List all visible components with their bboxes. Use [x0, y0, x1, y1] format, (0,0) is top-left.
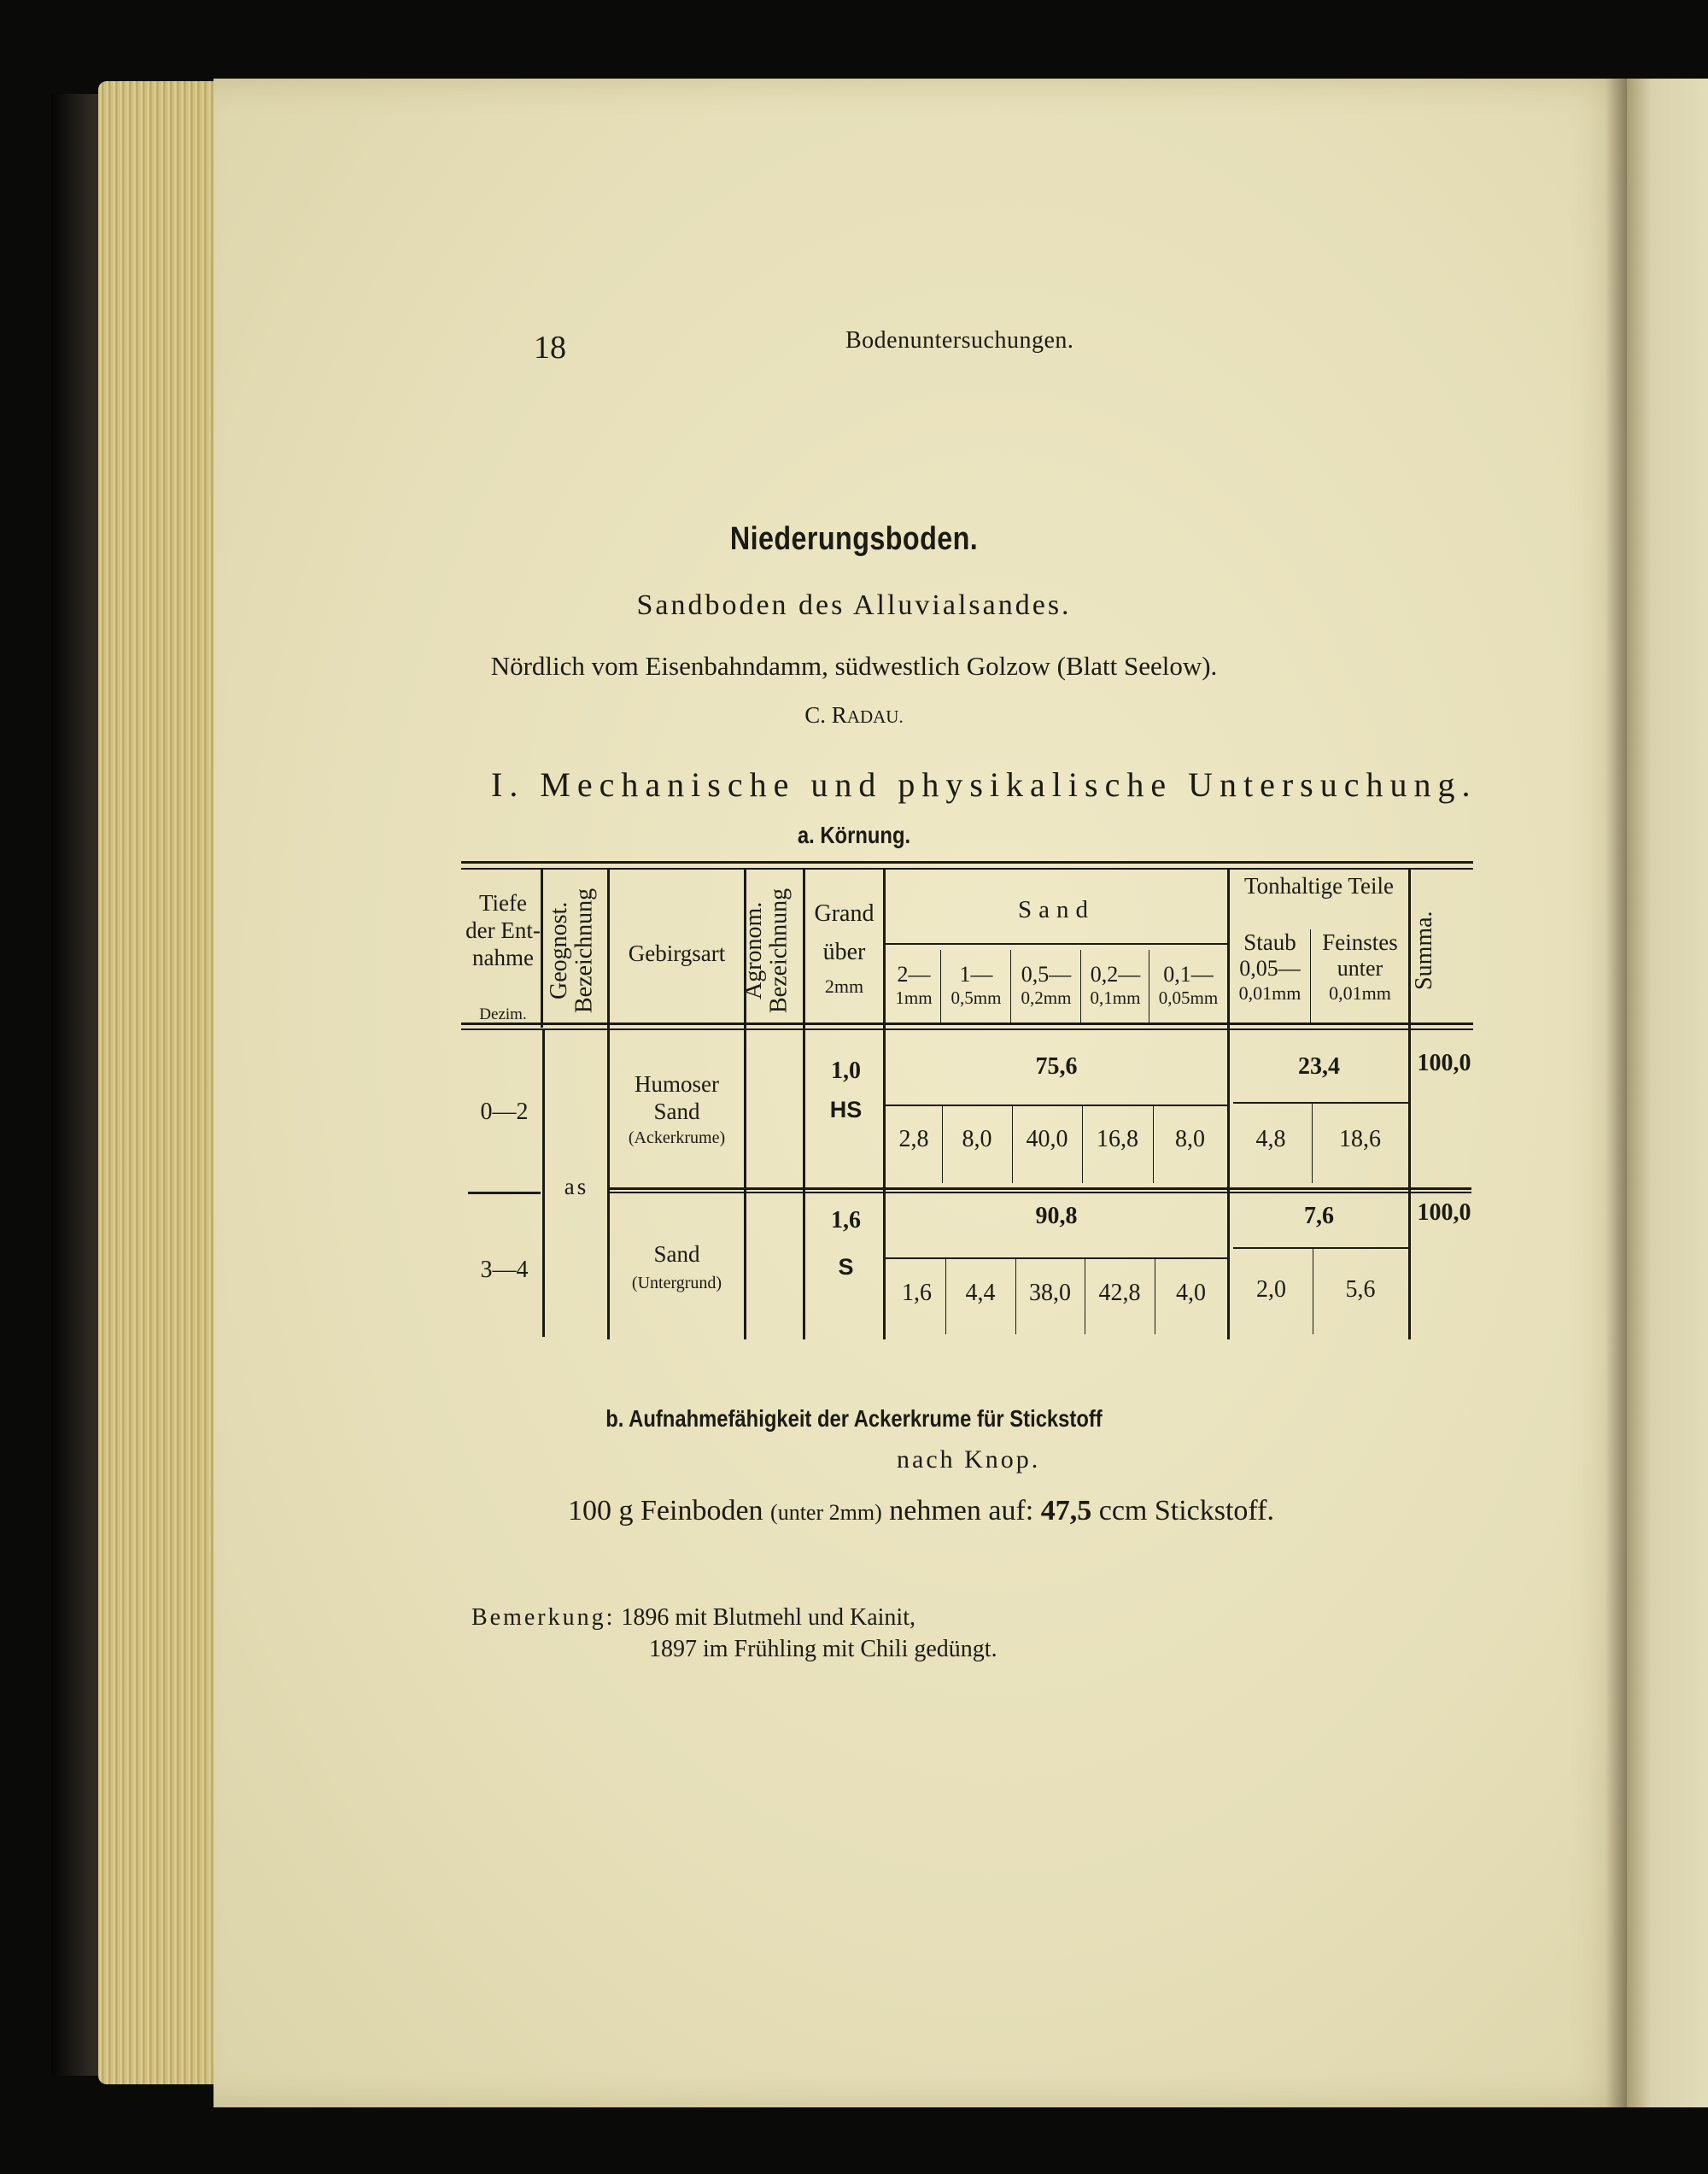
- remark-text-1: 1896 mit Blutmehl und Kainit,: [621, 1604, 915, 1631]
- table-top-rule: [461, 861, 1473, 864]
- header-feinstes: Feinstes: [1322, 929, 1398, 955]
- sand-col-unit: 0,2mm: [1021, 987, 1072, 1008]
- sand-col-unit: 0,05mm: [1158, 987, 1219, 1008]
- row-feinstes: 5,6: [1345, 1276, 1376, 1303]
- row-summa: 100,0: [1417, 1199, 1471, 1226]
- remark-line-2: 1897 im Frühling mit Chili gedüngt.: [649, 1636, 997, 1662]
- remark-label: Bemerkung:: [471, 1604, 616, 1631]
- row-divider-left: [468, 1192, 541, 1194]
- row-sand-value: 8,0: [1175, 1126, 1205, 1152]
- header-bottom-rule: [461, 1023, 1473, 1025]
- sand-col-range: 0,5—: [1021, 962, 1072, 987]
- header-summa: Summa.: [1411, 911, 1437, 990]
- header-bottom-rule-inner: [461, 1028, 1473, 1030]
- statement-value: 47,5: [1040, 1495, 1092, 1526]
- statement-part3: nehmen auf:: [889, 1495, 1034, 1526]
- page-edges: [98, 81, 226, 2084]
- row-ton-total: 7,6: [1304, 1203, 1334, 1229]
- header-grand: Grand über: [814, 900, 874, 965]
- header-grand-unit: 2mm: [824, 976, 864, 997]
- vrule-ton-1: [1310, 929, 1311, 1025]
- subsection-a-heading: a. Körnung.: [797, 822, 911, 848]
- row-sand-total: 75,6: [1035, 1053, 1078, 1080]
- row-staub: 2,0: [1256, 1276, 1286, 1303]
- row-sand-value: 1,6: [902, 1280, 932, 1306]
- header-feinstes-unit: 0,01mm: [1329, 982, 1391, 1004]
- row-gebirgsart-sub: (Untergrund): [631, 1274, 722, 1292]
- row-grand: 1,0: [831, 1058, 861, 1084]
- sand-col-range: 2—: [897, 962, 931, 987]
- row-sand-total: 90,8: [1035, 1203, 1078, 1229]
- subsection-b-heading: b. Aufnahmefähigkeit der Ackerkrume für Stickstoff: [605, 1405, 1103, 1432]
- row-sand-value: 4,0: [1176, 1280, 1206, 1306]
- header-agronom: Agronom. Bezeichnung: [740, 888, 793, 1013]
- row-sand-value: 16,8: [1097, 1126, 1138, 1152]
- row-summa: 100,0: [1417, 1050, 1471, 1076]
- statement-part4: ccm Stickstoff.: [1098, 1495, 1274, 1526]
- author-initial: C. R: [804, 702, 847, 728]
- book-page: [214, 79, 1631, 2107]
- row-gebirgsart-sub: (Ackerkrume): [628, 1128, 726, 1147]
- sand-col-unit: 0,5mm: [951, 987, 1002, 1008]
- row-agronom: S: [838, 1254, 854, 1280]
- header-sand: Sand: [1018, 896, 1095, 923]
- vrule-depth-body: [542, 1029, 545, 1337]
- section-heading: I. Mechanische und physikalische Untersuchung.: [491, 765, 1477, 804]
- page-title: Niederungsboden.: [729, 521, 979, 557]
- header-staub-range: 0,05—: [1239, 956, 1301, 981]
- nitrogen-statement: [568, 1495, 1274, 1527]
- row2-detail-rule-ton: [1233, 1247, 1408, 1249]
- page-subtitle: Sandboden des Alluvialsandes.: [636, 589, 1072, 621]
- row-ton-total: 23,4: [1298, 1053, 1340, 1080]
- page-number: 18: [534, 330, 566, 366]
- sand-col-range: 1—: [959, 962, 993, 987]
- sand-header-rule: [886, 943, 1227, 945]
- statement-part2: (unter 2mm): [770, 1500, 882, 1525]
- sand-col-range: 0,1—: [1163, 962, 1214, 987]
- row-agronom: HS: [829, 1097, 863, 1122]
- author: [0, 702, 1708, 729]
- row-gebirgsart: Humoser Sand: [635, 1071, 719, 1125]
- row-gebirgsart: Sand: [653, 1241, 700, 1267]
- header-staub-unit: 0,01mm: [1238, 982, 1301, 1004]
- facing-page-edge: [1627, 79, 1708, 2107]
- author-rest: ADAU.: [846, 706, 904, 727]
- row1-detail-rule: [886, 1105, 1227, 1106]
- sand-col-range: 0,2—: [1090, 962, 1141, 987]
- header-staub: Staub: [1243, 929, 1296, 955]
- vrule-depth: [541, 870, 543, 1028]
- row-divider-mid: [609, 1187, 1471, 1190]
- sample-location: Nördlich vom Eisenbahndamm, südwestlich Golzow (Blatt Seelow).: [490, 651, 1218, 681]
- row-grand: 1,6: [831, 1207, 861, 1233]
- row-divider-mid-2: [609, 1192, 1471, 1193]
- row-sand-value: 4,4: [965, 1280, 996, 1306]
- row-sand-value: 8,0: [962, 1126, 992, 1152]
- header-feinstes-range: unter: [1337, 956, 1383, 981]
- row-sand-value: 40,0: [1026, 1126, 1068, 1152]
- row-staub: 4,8: [1255, 1126, 1286, 1152]
- row-sand-value: 38,0: [1029, 1280, 1071, 1306]
- row-sand-value: 2,8: [898, 1126, 929, 1152]
- statement-part1: 100 g Feinboden: [568, 1495, 763, 1526]
- row2-detail-rule: [886, 1257, 1227, 1259]
- row-feinstes: 18,6: [1339, 1126, 1381, 1152]
- row-sand-value: 42,8: [1098, 1280, 1141, 1306]
- sand-col-unit: 0,1mm: [1090, 987, 1141, 1008]
- header-tonhaltige: Tonhaltige Teile: [1244, 873, 1394, 899]
- row-depth: 0—2: [480, 1099, 529, 1125]
- header-geognost: Geognost. Bezeichnung: [546, 888, 598, 1013]
- header-depth: Tiefe der Ent-nahme: [465, 890, 541, 970]
- subsection-b-method: nach Knop.: [897, 1445, 1041, 1474]
- row1-detail-rule-ton: [1233, 1102, 1408, 1104]
- remark-line-1: [471, 1604, 915, 1632]
- row-depth: 3—4: [480, 1257, 529, 1283]
- sand-col-unit: 1mm: [895, 987, 933, 1008]
- header-gebirgsart: Gebirgsart: [628, 941, 726, 966]
- running-head: Bodenuntersuchungen.: [845, 327, 1074, 354]
- header-depth-unit: Dezim.: [479, 1005, 527, 1023]
- table-top-rule-inner: [461, 868, 1473, 870]
- geognost-value: as: [564, 1174, 589, 1199]
